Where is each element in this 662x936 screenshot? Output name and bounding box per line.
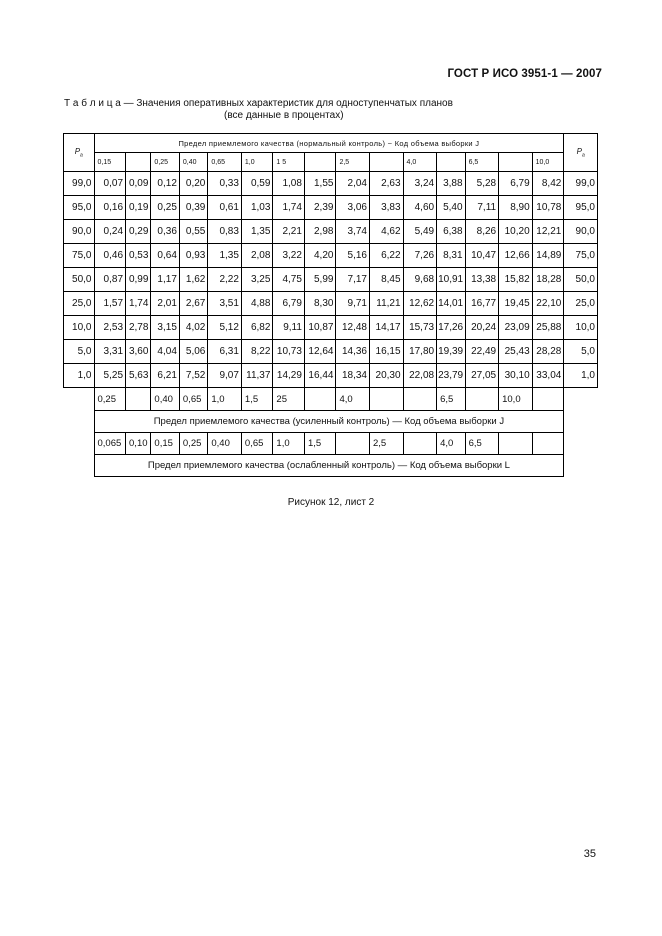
normal-aql-row [64, 153, 598, 172]
table-cell: 23,09 [499, 316, 533, 340]
table-cell: 0,39 [179, 196, 207, 220]
pa-value-right: 95,0 [564, 196, 598, 220]
table-cell: 25,43 [499, 340, 533, 364]
table-cell: 6,21 [151, 364, 179, 388]
table-cell: 1,03 [241, 196, 273, 220]
table-cell: 0,83 [208, 220, 242, 244]
tightened-aql-cell: 0,40 [151, 388, 179, 411]
table-row [64, 244, 598, 268]
reduced-aql-cell: 0,40 [208, 433, 242, 455]
blank-cell [64, 411, 95, 433]
table-cell: 0,36 [151, 220, 179, 244]
pa-value-right: 25,0 [564, 292, 598, 316]
table-cell: 8,30 [304, 292, 336, 316]
normal-aql-cell: 10,0 [532, 153, 564, 172]
table-cell: 1,55 [304, 172, 336, 196]
table-cell: 0,87 [94, 268, 126, 292]
blank-cell [64, 388, 95, 411]
pa-value-left: 1,0 [64, 364, 95, 388]
tightened-aql-cell [532, 388, 564, 411]
tightened-control-label: Предел приемлемого качества (усиленный контроль) — Код объема выборки J [94, 411, 564, 433]
table-cell: 14,01 [437, 292, 465, 316]
table-cell: 18,28 [532, 268, 564, 292]
table-cell: 5,28 [465, 172, 499, 196]
table-cell: 4,60 [403, 196, 437, 220]
tightened-aql-cell: 25 [273, 388, 305, 411]
table-cell: 14,17 [370, 316, 404, 340]
table-cell: 7,17 [336, 268, 370, 292]
table-cell: 8,42 [532, 172, 564, 196]
table-cell: 14,36 [336, 340, 370, 364]
oc-table [63, 133, 598, 477]
table-cell: 3,22 [273, 244, 305, 268]
table-cell: 9,68 [403, 268, 437, 292]
tightened-aql-cell [403, 388, 437, 411]
table-cell: 8,22 [241, 340, 273, 364]
table-cell: 6,31 [208, 340, 242, 364]
normal-aql-cell: 0,25 [151, 153, 179, 172]
table-cell: 25,88 [532, 316, 564, 340]
reduced-aql-cell: 0,065 [94, 433, 126, 455]
table-cell: 2,78 [126, 316, 151, 340]
table-cell: 4,02 [179, 316, 207, 340]
table-row [64, 292, 598, 316]
pa-value-right: 1,0 [564, 364, 598, 388]
header-row-normal [64, 134, 598, 153]
table-cell: 1,62 [179, 268, 207, 292]
table-cell: 5,12 [208, 316, 242, 340]
table-cell: 11,21 [370, 292, 404, 316]
table-cell: 6,38 [437, 220, 465, 244]
pa-value-right: 90,0 [564, 220, 598, 244]
table-cell: 3,31 [94, 340, 126, 364]
blank-cell [564, 433, 598, 455]
table-cell: 3,51 [208, 292, 242, 316]
tightened-aql-cell [465, 388, 499, 411]
table-cell: 16,44 [304, 364, 336, 388]
tightened-aql-cell: 6,5 [437, 388, 465, 411]
reduced-aql-cell: 1,0 [273, 433, 305, 455]
tightened-aql-cell: 0,65 [179, 388, 207, 411]
table-cell: 2,04 [336, 172, 370, 196]
table-row [64, 220, 598, 244]
table-cell: 11,37 [241, 364, 273, 388]
oc-table-body [64, 134, 598, 477]
reduced-aql-row [64, 433, 598, 455]
pa-value-left: 90,0 [64, 220, 95, 244]
normal-aql-cell: 0,65 [208, 153, 242, 172]
table-cell: 19,39 [437, 340, 465, 364]
table-cell: 1,08 [273, 172, 305, 196]
pa-value-left: 99,0 [64, 172, 95, 196]
pa-value-left: 75,0 [64, 244, 95, 268]
normal-aql-cell: 0,15 [94, 153, 126, 172]
table-cell: 3,83 [370, 196, 404, 220]
table-cell: 0,29 [126, 220, 151, 244]
table-cell: 0,12 [151, 172, 179, 196]
reduced-aql-cell: 0,10 [126, 433, 151, 455]
table-cell: 2,63 [370, 172, 404, 196]
reduced-aql-cell: 0,25 [179, 433, 207, 455]
table-cell: 10,20 [499, 220, 533, 244]
table-cell: 2,39 [304, 196, 336, 220]
table-cell: 2,67 [179, 292, 207, 316]
pa-value-right: 50,0 [564, 268, 598, 292]
normal-aql-cell [499, 153, 533, 172]
table-cell: 0,19 [126, 196, 151, 220]
table-cell: 14,89 [532, 244, 564, 268]
table-cell: 0,64 [151, 244, 179, 268]
table-cell: 20,30 [370, 364, 404, 388]
table-cell: 28,28 [532, 340, 564, 364]
table-cell: 19,45 [499, 292, 533, 316]
table-cell: 0,55 [179, 220, 207, 244]
tightened-aql-cell: 10,0 [499, 388, 533, 411]
table-cell: 12,21 [532, 220, 564, 244]
pa-header-left: $P_a$ [64, 134, 95, 172]
reduced-label-row [64, 455, 598, 477]
table-cell: 4,04 [151, 340, 179, 364]
normal-aql-cell: 6,5 [465, 153, 499, 172]
table-cell: 22,08 [403, 364, 437, 388]
table-cell: 4,75 [273, 268, 305, 292]
table-cell: 3,06 [336, 196, 370, 220]
table-cell: 0,07 [94, 172, 126, 196]
table-cell: 33,04 [532, 364, 564, 388]
table-cell: 0,09 [126, 172, 151, 196]
pa-value-left: 95,0 [64, 196, 95, 220]
table-cell: 9,07 [208, 364, 242, 388]
table-cell: 17,26 [437, 316, 465, 340]
table-cell: 0,61 [208, 196, 242, 220]
pa-value-right: 99,0 [564, 172, 598, 196]
table-row [64, 364, 598, 388]
table-cell: 3,25 [241, 268, 273, 292]
table-cell: 1,74 [273, 196, 305, 220]
normal-aql-cell [126, 153, 151, 172]
reduced-aql-cell: 2,5 [370, 433, 404, 455]
blank-cell [64, 455, 95, 477]
table-cell: 15,82 [499, 268, 533, 292]
blank-cell [64, 433, 95, 455]
table-cell: 9,71 [336, 292, 370, 316]
table-cell: 0,33 [208, 172, 242, 196]
table-cell: 16,15 [370, 340, 404, 364]
reduced-aql-cell: 6,5 [465, 433, 499, 455]
reduced-aql-cell: 0,15 [151, 433, 179, 455]
tightened-aql-cell: 1,0 [208, 388, 242, 411]
table-cell: 1,35 [208, 244, 242, 268]
table-cell: 0,20 [179, 172, 207, 196]
table-cell: 10,91 [437, 268, 465, 292]
table-cell: 27,05 [465, 364, 499, 388]
table-cell: 3,88 [437, 172, 465, 196]
table-cell: 23,79 [437, 364, 465, 388]
table-cell: 0,25 [151, 196, 179, 220]
tightened-aql-row [64, 388, 598, 411]
tightened-aql-cell [370, 388, 404, 411]
table-cell: 9,11 [273, 316, 305, 340]
table-cell: 1,57 [94, 292, 126, 316]
table-cell: 0,46 [94, 244, 126, 268]
table-cell: 5,16 [336, 244, 370, 268]
table-cell: 18,34 [336, 364, 370, 388]
pa-value-left: 50,0 [64, 268, 95, 292]
blank-cell [564, 388, 598, 411]
reduced-aql-cell: 1,5 [304, 433, 336, 455]
table-cell: 7,26 [403, 244, 437, 268]
table-cell: 4,88 [241, 292, 273, 316]
table-cell: 4,62 [370, 220, 404, 244]
table-row [64, 268, 598, 292]
table-cell: 2,22 [208, 268, 242, 292]
table-cell: 4,20 [304, 244, 336, 268]
table-cell: 12,62 [403, 292, 437, 316]
table-cell: 1,74 [126, 292, 151, 316]
reduced-aql-cell [403, 433, 437, 455]
table-cell: 3,60 [126, 340, 151, 364]
table-cell: 15,73 [403, 316, 437, 340]
reduced-aql-cell [499, 433, 533, 455]
table-row [64, 196, 598, 220]
table-cell: 22,49 [465, 340, 499, 364]
blank-cell [564, 411, 598, 433]
tightened-aql-cell: 0,25 [94, 388, 126, 411]
normal-aql-cell: 4,0 [403, 153, 437, 172]
table-cell: 12,66 [499, 244, 533, 268]
tightened-aql-cell [304, 388, 336, 411]
reduced-aql-cell [532, 433, 564, 455]
caption-title: — Значения оперативных характеристик для одноступенчатых планов [123, 98, 453, 109]
table-cell: 3,74 [336, 220, 370, 244]
table-cell: 20,24 [465, 316, 499, 340]
page-number: 35 [583, 848, 596, 860]
table-cell: 6,22 [370, 244, 404, 268]
table-cell: 14,29 [273, 364, 305, 388]
table-cell: 3,24 [403, 172, 437, 196]
pa-value-left: 25,0 [64, 292, 95, 316]
tightened-aql-cell [126, 388, 151, 411]
table-cell: 17,80 [403, 340, 437, 364]
table-cell: 10,73 [273, 340, 305, 364]
reduced-aql-cell: 4,0 [437, 433, 465, 455]
table-cell: 5,49 [403, 220, 437, 244]
table-cell: 13,38 [465, 268, 499, 292]
table-cell: 12,64 [304, 340, 336, 364]
table-cell: 8,90 [499, 196, 533, 220]
pa-value-left: 10,0 [64, 316, 95, 340]
table-cell: 8,26 [465, 220, 499, 244]
normal-aql-cell [437, 153, 465, 172]
caption-label: Т а б л и ц а [64, 98, 121, 109]
pa-header-right: $P_a$ [564, 134, 598, 172]
table-cell: 2,53 [94, 316, 126, 340]
table-cell: 7,52 [179, 364, 207, 388]
pa-value-right: 75,0 [564, 244, 598, 268]
reduced-control-label: Предел приемлемого качества (ослабленный контроль) — Код объема выборки L [94, 455, 564, 477]
table-cell: 6,79 [273, 292, 305, 316]
reduced-aql-cell: 0,65 [241, 433, 273, 455]
table-cell: 2,98 [304, 220, 336, 244]
reduced-aql-cell [336, 433, 370, 455]
table-cell: 0,59 [241, 172, 273, 196]
table-cell: 5,63 [126, 364, 151, 388]
table-cell: 1,35 [241, 220, 273, 244]
tightened-label-row [64, 411, 598, 433]
table-cell: 5,40 [437, 196, 465, 220]
table-cell: 8,31 [437, 244, 465, 268]
table-cell: 10,78 [532, 196, 564, 220]
table-cell: 0,93 [179, 244, 207, 268]
table-cell: 16,77 [465, 292, 499, 316]
table-cell: 0,24 [94, 220, 126, 244]
table-cell: 5,06 [179, 340, 207, 364]
figure-caption: Рисунок 12, лист 2 [287, 497, 375, 508]
caption-subtitle: (все данные в процентах) [224, 110, 344, 121]
table-cell: 0,99 [126, 268, 151, 292]
normal-aql-cell: 1 5 [273, 153, 305, 172]
normal-aql-cell: 1,0 [241, 153, 273, 172]
table-cell: 0,53 [126, 244, 151, 268]
table-cell: 5,99 [304, 268, 336, 292]
table-cell: 7,11 [465, 196, 499, 220]
pa-value-left: 5,0 [64, 340, 95, 364]
table-cell: 2,01 [151, 292, 179, 316]
tightened-aql-cell: 1,5 [241, 388, 273, 411]
normal-aql-cell: 0,40 [179, 153, 207, 172]
table-row [64, 340, 598, 364]
pa-value-right: 5,0 [564, 340, 598, 364]
table-cell: 10,87 [304, 316, 336, 340]
table-caption [64, 98, 604, 122]
table-cell: 5,25 [94, 364, 126, 388]
table-cell: 1,17 [151, 268, 179, 292]
table-cell: 0,16 [94, 196, 126, 220]
pa-value-right: 10,0 [564, 316, 598, 340]
table-cell: 10,47 [465, 244, 499, 268]
table-row [64, 316, 598, 340]
caption-line [64, 98, 604, 110]
document-header: ГОСТ Р ИСО 3951-1 — 2007 [447, 68, 602, 80]
blank-cell [564, 455, 598, 477]
table-cell: 30,10 [499, 364, 533, 388]
table-cell: 6,82 [241, 316, 273, 340]
normal-aql-cell: 2,5 [336, 153, 370, 172]
table-cell: 2,08 [241, 244, 273, 268]
table-cell: 8,45 [370, 268, 404, 292]
normal-aql-cell [304, 153, 336, 172]
normal-aql-cell [370, 153, 404, 172]
table-row [64, 172, 598, 196]
tightened-aql-cell: 4,0 [336, 388, 370, 411]
table-cell: 22,10 [532, 292, 564, 316]
table-cell: 12,48 [336, 316, 370, 340]
table-cell: 2,21 [273, 220, 305, 244]
table-cell: 6,79 [499, 172, 533, 196]
table-cell: 3,15 [151, 316, 179, 340]
normal-control-header: Предел приемлемого качества (нормальный контроль) ~ Код объема выборки J [94, 134, 564, 153]
